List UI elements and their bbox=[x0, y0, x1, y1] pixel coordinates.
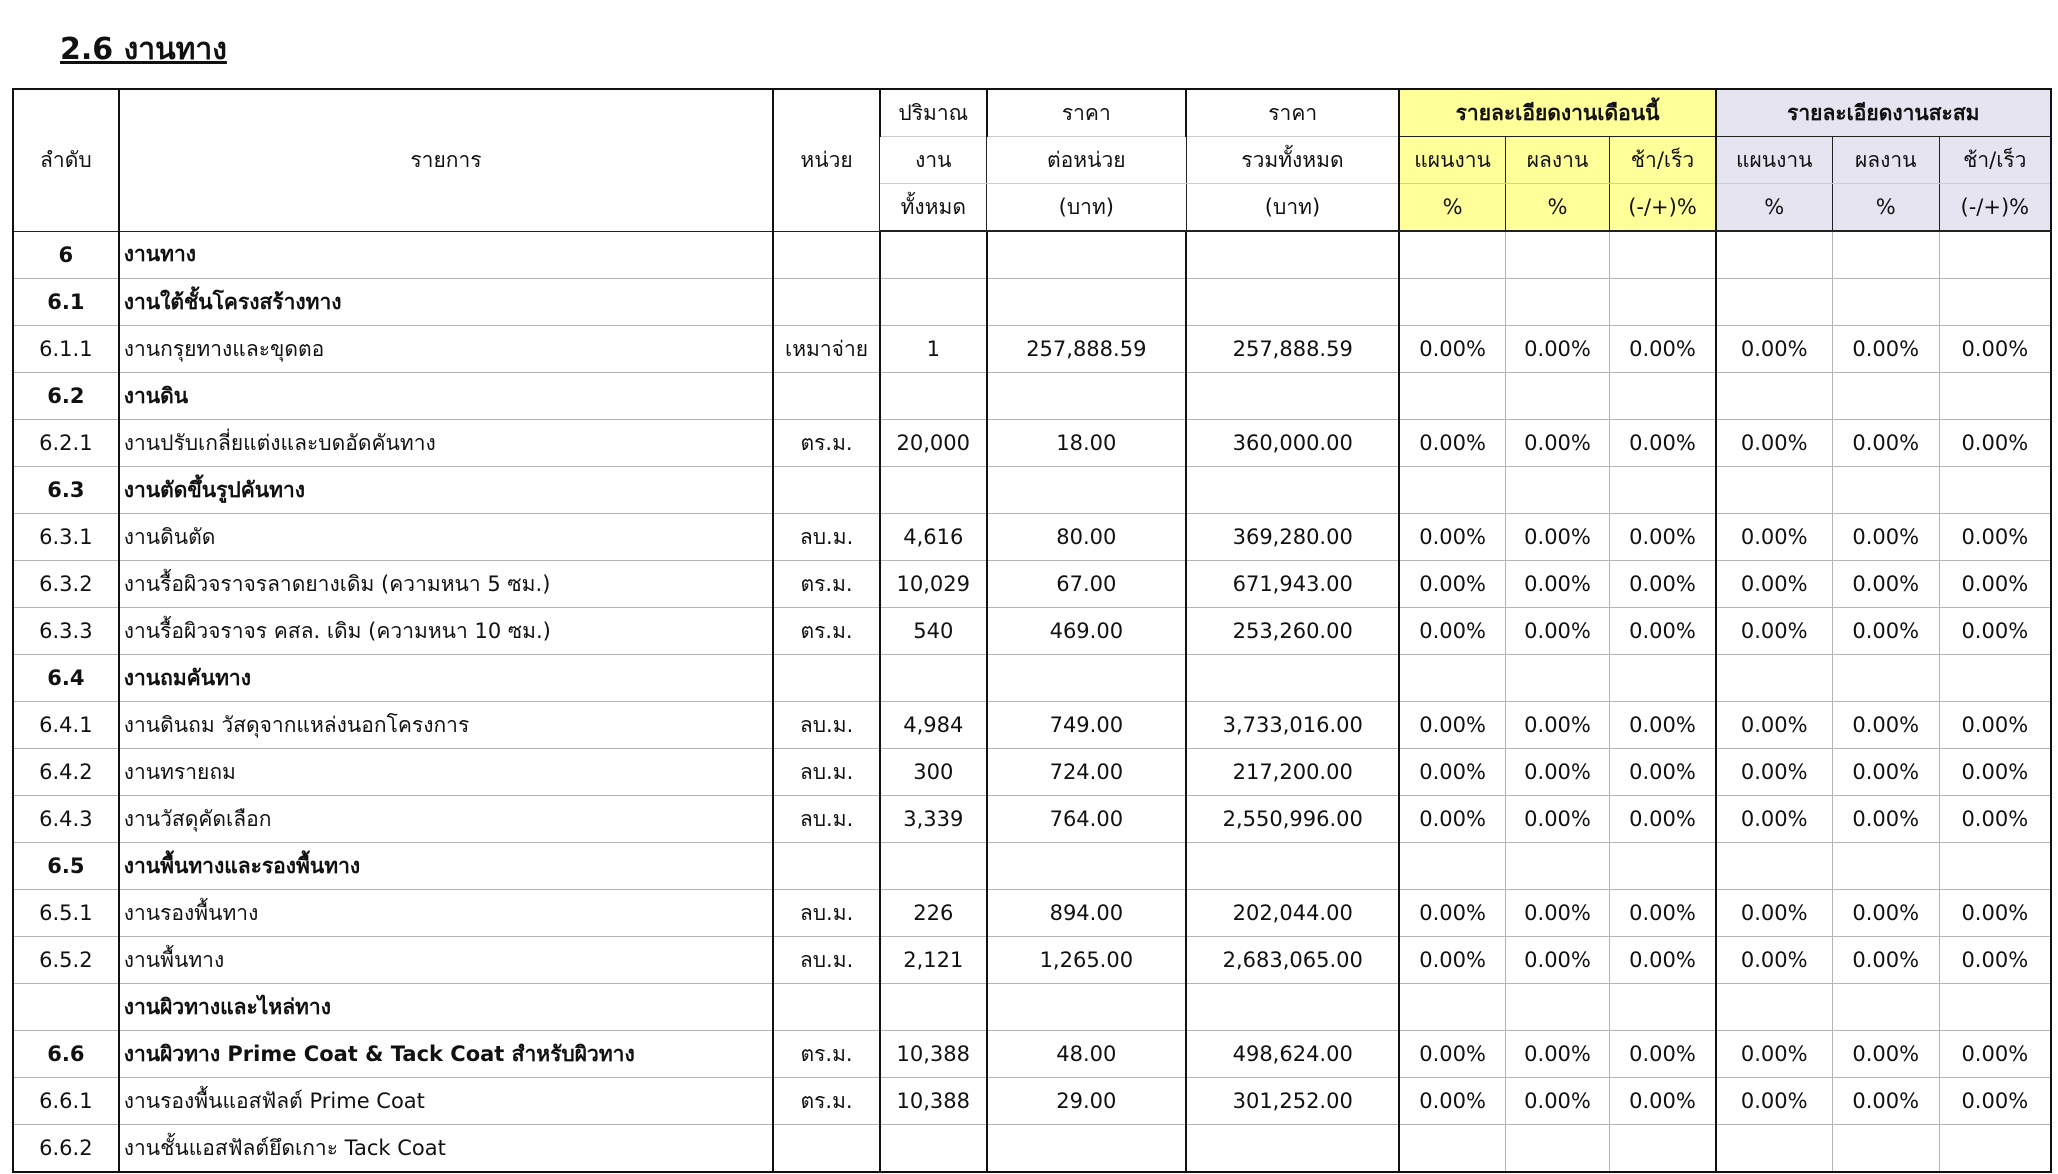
row-month-plan bbox=[1399, 231, 1505, 279]
row-cum-plan bbox=[1716, 467, 1833, 514]
row-quantity bbox=[880, 279, 987, 326]
row-unit-price: 67.00 bbox=[987, 561, 1186, 608]
row-description: งานปรับเกลี่ยแต่งและบดอัดคันทาง bbox=[119, 420, 773, 467]
row-month-diff: 0.00% bbox=[1610, 1031, 1716, 1078]
row-quantity bbox=[880, 984, 987, 1031]
row-month-diff bbox=[1610, 843, 1716, 890]
row-unit-price bbox=[987, 843, 1186, 890]
row-month-diff: 0.00% bbox=[1610, 1078, 1716, 1125]
row-unit-price: 1,265.00 bbox=[987, 937, 1186, 984]
header-cum-diff-unit: (-/+)% bbox=[1939, 184, 2051, 232]
row-description: งานทรายถม bbox=[119, 749, 773, 796]
row-month-result bbox=[1505, 655, 1610, 702]
table-row bbox=[13, 231, 2051, 279]
row-description: งานดิน bbox=[119, 373, 773, 420]
row-description: งานดินถม วัสดุจากแหล่งนอกโครงการ bbox=[119, 702, 773, 749]
row-month-diff bbox=[1610, 231, 1716, 279]
row-cum-diff bbox=[1939, 373, 2051, 420]
table-row bbox=[13, 373, 2051, 420]
row-total-price: 257,888.59 bbox=[1186, 326, 1399, 373]
row-cum-result: 0.00% bbox=[1832, 796, 1939, 843]
row-cum-diff: 0.00% bbox=[1939, 420, 2051, 467]
row-cum-result: 0.00% bbox=[1832, 326, 1939, 373]
row-unit bbox=[773, 1125, 880, 1173]
header-month-group: รายละเอียดงานเดือนนี้ bbox=[1399, 89, 1715, 137]
header-total-price-line3: (บาท) bbox=[1186, 184, 1399, 232]
row-seq: 6.1.1 bbox=[13, 326, 119, 373]
row-total-price bbox=[1186, 1125, 1399, 1173]
row-unit-price: 18.00 bbox=[987, 420, 1186, 467]
header-month-result: ผลงาน bbox=[1505, 137, 1610, 184]
table-row bbox=[13, 1078, 2051, 1125]
row-cum-result: 0.00% bbox=[1832, 608, 1939, 655]
row-total-price: 217,200.00 bbox=[1186, 749, 1399, 796]
row-quantity: 300 bbox=[880, 749, 987, 796]
table-row bbox=[13, 937, 2051, 984]
row-quantity: 1 bbox=[880, 326, 987, 373]
row-cum-result: 0.00% bbox=[1832, 1078, 1939, 1125]
row-cum-diff: 0.00% bbox=[1939, 1031, 2051, 1078]
row-cum-diff bbox=[1939, 843, 2051, 890]
row-total-price: 2,683,065.00 bbox=[1186, 937, 1399, 984]
table-row bbox=[13, 890, 2051, 937]
row-month-diff: 0.00% bbox=[1610, 514, 1716, 561]
row-month-result: 0.00% bbox=[1505, 608, 1610, 655]
header-month-plan-unit: % bbox=[1399, 184, 1505, 232]
header-month-diff-unit: (-/+)% bbox=[1610, 184, 1716, 232]
row-seq: 6.5.2 bbox=[13, 937, 119, 984]
row-cum-result: 0.00% bbox=[1832, 420, 1939, 467]
row-seq: 6.3.1 bbox=[13, 514, 119, 561]
row-month-result: 0.00% bbox=[1505, 514, 1610, 561]
row-quantity: 226 bbox=[880, 890, 987, 937]
header-qty-line2: งาน bbox=[880, 137, 987, 184]
table-row bbox=[13, 1031, 2051, 1078]
row-quantity: 10,388 bbox=[880, 1078, 987, 1125]
row-quantity: 4,616 bbox=[880, 514, 987, 561]
row-month-diff bbox=[1610, 279, 1716, 326]
row-unit-price bbox=[987, 279, 1186, 326]
row-quantity bbox=[880, 373, 987, 420]
row-seq: 6.3.2 bbox=[13, 561, 119, 608]
row-unit-price bbox=[987, 984, 1186, 1031]
row-cum-result: 0.00% bbox=[1832, 890, 1939, 937]
row-month-result: 0.00% bbox=[1505, 1031, 1610, 1078]
row-quantity: 2,121 bbox=[880, 937, 987, 984]
row-description: งานดินตัด bbox=[119, 514, 773, 561]
row-month-result bbox=[1505, 373, 1610, 420]
row-month-diff: 0.00% bbox=[1610, 890, 1716, 937]
header-qty-line1: ปริมาณ bbox=[880, 89, 987, 137]
row-month-plan: 0.00% bbox=[1399, 1078, 1505, 1125]
row-description: งานรองพื้นทาง bbox=[119, 890, 773, 937]
row-description: งานกรุยทางและขุดตอ bbox=[119, 326, 773, 373]
row-cum-result: 0.00% bbox=[1832, 561, 1939, 608]
row-month-result: 0.00% bbox=[1505, 796, 1610, 843]
row-cum-result: 0.00% bbox=[1832, 749, 1939, 796]
header-month-diff: ช้า/เร็ว bbox=[1610, 137, 1716, 184]
row-unit: ตร.ม. bbox=[773, 561, 880, 608]
table-row bbox=[13, 514, 2051, 561]
row-unit: ลบ.ม. bbox=[773, 749, 880, 796]
header-cum-plan-unit: % bbox=[1716, 184, 1833, 232]
row-seq: 6.5 bbox=[13, 843, 119, 890]
row-unit: ตร.ม. bbox=[773, 1031, 880, 1078]
row-total-price: 671,943.00 bbox=[1186, 561, 1399, 608]
header-seq: ลำดับ bbox=[13, 89, 119, 231]
row-total-price bbox=[1186, 984, 1399, 1031]
row-seq: 6.6.2 bbox=[13, 1125, 119, 1173]
row-cum-plan bbox=[1716, 373, 1833, 420]
row-unit-price bbox=[987, 655, 1186, 702]
row-month-result: 0.00% bbox=[1505, 702, 1610, 749]
row-description: งานพื้นทาง bbox=[119, 937, 773, 984]
row-unit: ลบ.ม. bbox=[773, 796, 880, 843]
row-cum-result: 0.00% bbox=[1832, 702, 1939, 749]
header-cum-result-unit: % bbox=[1832, 184, 1939, 232]
row-cum-diff: 0.00% bbox=[1939, 608, 2051, 655]
table-row bbox=[13, 279, 2051, 326]
row-cum-diff bbox=[1939, 984, 2051, 1031]
row-cum-diff: 0.00% bbox=[1939, 796, 2051, 843]
row-seq: 6.4.1 bbox=[13, 702, 119, 749]
row-month-plan: 0.00% bbox=[1399, 608, 1505, 655]
header-total-price-line2: รวมทั้งหมด bbox=[1186, 137, 1399, 184]
row-month-plan: 0.00% bbox=[1399, 420, 1505, 467]
header-cumulative-group: รายละเอียดงานสะสม bbox=[1716, 89, 2051, 137]
row-cum-diff bbox=[1939, 279, 2051, 326]
row-cum-plan: 0.00% bbox=[1716, 1031, 1833, 1078]
row-description: งานวัสดุคัดเลือก bbox=[119, 796, 773, 843]
row-month-result bbox=[1505, 984, 1610, 1031]
row-month-diff: 0.00% bbox=[1610, 937, 1716, 984]
row-total-price: 301,252.00 bbox=[1186, 1078, 1399, 1125]
header-cum-result: ผลงาน bbox=[1832, 137, 1939, 184]
row-unit: ลบ.ม. bbox=[773, 514, 880, 561]
row-cum-plan: 0.00% bbox=[1716, 796, 1833, 843]
row-quantity bbox=[880, 231, 987, 279]
row-cum-result bbox=[1832, 1125, 1939, 1173]
header-description: รายการ bbox=[119, 89, 773, 231]
row-cum-diff: 0.00% bbox=[1939, 890, 2051, 937]
row-cum-plan bbox=[1716, 231, 1833, 279]
row-total-price bbox=[1186, 655, 1399, 702]
row-cum-result: 0.00% bbox=[1832, 937, 1939, 984]
row-unit-price bbox=[987, 1125, 1186, 1173]
row-cum-plan: 0.00% bbox=[1716, 326, 1833, 373]
table-row bbox=[13, 561, 2051, 608]
row-unit-price: 749.00 bbox=[987, 702, 1186, 749]
row-seq bbox=[13, 984, 119, 1031]
row-cum-result: 0.00% bbox=[1832, 1031, 1939, 1078]
row-month-diff: 0.00% bbox=[1610, 702, 1716, 749]
row-month-result bbox=[1505, 843, 1610, 890]
row-cum-plan: 0.00% bbox=[1716, 937, 1833, 984]
row-month-result: 0.00% bbox=[1505, 890, 1610, 937]
row-month-plan: 0.00% bbox=[1399, 796, 1505, 843]
row-month-diff: 0.00% bbox=[1610, 749, 1716, 796]
row-total-price: 202,044.00 bbox=[1186, 890, 1399, 937]
table-row bbox=[13, 608, 2051, 655]
row-unit: ลบ.ม. bbox=[773, 937, 880, 984]
row-seq: 6.6.1 bbox=[13, 1078, 119, 1125]
row-cum-plan bbox=[1716, 655, 1833, 702]
row-cum-result bbox=[1832, 373, 1939, 420]
row-month-diff: 0.00% bbox=[1610, 796, 1716, 843]
row-description: งานผิวทางและไหล่ทาง bbox=[119, 984, 773, 1031]
row-description: งานผิวทาง Prime Coat & Tack Coat สำหรับผิวทาง bbox=[119, 1031, 773, 1078]
table-row bbox=[13, 655, 2051, 702]
row-month-plan: 0.00% bbox=[1399, 890, 1505, 937]
header-month-result-unit: % bbox=[1505, 184, 1610, 232]
row-month-diff bbox=[1610, 984, 1716, 1031]
row-cum-result bbox=[1832, 279, 1939, 326]
row-cum-result bbox=[1832, 655, 1939, 702]
table-row bbox=[13, 1125, 2051, 1173]
row-seq: 6.3.3 bbox=[13, 608, 119, 655]
row-month-plan: 0.00% bbox=[1399, 514, 1505, 561]
row-quantity bbox=[880, 843, 987, 890]
row-total-price bbox=[1186, 279, 1399, 326]
row-month-result: 0.00% bbox=[1505, 420, 1610, 467]
row-cum-diff: 0.00% bbox=[1939, 326, 2051, 373]
row-seq: 6.4.3 bbox=[13, 796, 119, 843]
table-row bbox=[13, 326, 2051, 373]
row-quantity: 20,000 bbox=[880, 420, 987, 467]
row-seq: 6.3 bbox=[13, 467, 119, 514]
row-cum-plan bbox=[1716, 1125, 1833, 1173]
row-month-plan: 0.00% bbox=[1399, 702, 1505, 749]
row-unit bbox=[773, 984, 880, 1031]
row-seq: 6 bbox=[13, 231, 119, 279]
row-month-plan bbox=[1399, 843, 1505, 890]
row-month-plan bbox=[1399, 279, 1505, 326]
row-unit bbox=[773, 843, 880, 890]
row-month-result bbox=[1505, 279, 1610, 326]
table-row bbox=[13, 702, 2051, 749]
row-total-price: 2,550,996.00 bbox=[1186, 796, 1399, 843]
row-total-price: 498,624.00 bbox=[1186, 1031, 1399, 1078]
row-unit-price bbox=[987, 231, 1186, 279]
row-cum-result bbox=[1832, 231, 1939, 279]
table-row bbox=[13, 796, 2051, 843]
row-unit: ตร.ม. bbox=[773, 420, 880, 467]
row-quantity: 10,388 bbox=[880, 1031, 987, 1078]
header-cum-diff: ช้า/เร็ว bbox=[1939, 137, 2051, 184]
row-cum-plan: 0.00% bbox=[1716, 561, 1833, 608]
row-unit-price: 764.00 bbox=[987, 796, 1186, 843]
row-cum-plan: 0.00% bbox=[1716, 420, 1833, 467]
row-month-plan: 0.00% bbox=[1399, 326, 1505, 373]
row-cum-plan bbox=[1716, 843, 1833, 890]
row-total-price: 253,260.00 bbox=[1186, 608, 1399, 655]
row-cum-diff: 0.00% bbox=[1939, 937, 2051, 984]
table-body bbox=[13, 231, 2051, 1172]
header-month-plan: แผนงาน bbox=[1399, 137, 1505, 184]
row-month-plan: 0.00% bbox=[1399, 1031, 1505, 1078]
row-unit-price: 257,888.59 bbox=[987, 326, 1186, 373]
row-description: งานใต้ชั้นโครงสร้างทาง bbox=[119, 279, 773, 326]
header-unit-price-line1: ราคา bbox=[987, 89, 1186, 137]
row-unit: ตร.ม. bbox=[773, 608, 880, 655]
table-row bbox=[13, 984, 2051, 1031]
row-seq: 6.6 bbox=[13, 1031, 119, 1078]
row-month-plan bbox=[1399, 984, 1505, 1031]
row-quantity: 3,339 bbox=[880, 796, 987, 843]
table-row bbox=[13, 467, 2051, 514]
row-total-price bbox=[1186, 843, 1399, 890]
progress-table bbox=[12, 88, 2052, 1173]
row-month-diff bbox=[1610, 1125, 1716, 1173]
row-unit bbox=[773, 467, 880, 514]
row-cum-diff bbox=[1939, 231, 2051, 279]
row-quantity bbox=[880, 655, 987, 702]
row-description: งานชั้นแอสฟัลต์ยึดเกาะ Tack Coat bbox=[119, 1125, 773, 1173]
row-month-result: 0.00% bbox=[1505, 749, 1610, 796]
row-cum-diff: 0.00% bbox=[1939, 702, 2051, 749]
row-cum-diff bbox=[1939, 467, 2051, 514]
row-unit-price bbox=[987, 467, 1186, 514]
row-month-diff: 0.00% bbox=[1610, 326, 1716, 373]
row-seq: 6.1 bbox=[13, 279, 119, 326]
row-description: งานตัดขึ้นรูปคันทาง bbox=[119, 467, 773, 514]
row-description: งานรื้อผิวจราจรลาดยางเดิม (ความหนา 5 ซม.) bbox=[119, 561, 773, 608]
row-quantity bbox=[880, 1125, 987, 1173]
row-unit-price: 48.00 bbox=[987, 1031, 1186, 1078]
header-unit-price-line3: (บาท) bbox=[987, 184, 1186, 232]
row-unit-price bbox=[987, 373, 1186, 420]
header-total-price-line1: ราคา bbox=[1186, 89, 1399, 137]
row-unit bbox=[773, 231, 880, 279]
table-row bbox=[13, 843, 2051, 890]
row-unit: ลบ.ม. bbox=[773, 702, 880, 749]
row-month-result: 0.00% bbox=[1505, 937, 1610, 984]
row-description: งานรื้อผิวจราจร คสล. เดิม (ความหนา 10 ซม.) bbox=[119, 608, 773, 655]
row-seq: 6.4.2 bbox=[13, 749, 119, 796]
row-cum-plan bbox=[1716, 279, 1833, 326]
row-cum-diff: 0.00% bbox=[1939, 1078, 2051, 1125]
row-month-result: 0.00% bbox=[1505, 326, 1610, 373]
row-cum-diff bbox=[1939, 655, 2051, 702]
row-cum-plan: 0.00% bbox=[1716, 749, 1833, 796]
row-cum-result bbox=[1832, 843, 1939, 890]
row-description: งานถมคันทาง bbox=[119, 655, 773, 702]
row-seq: 6.4 bbox=[13, 655, 119, 702]
row-quantity: 4,984 bbox=[880, 702, 987, 749]
row-unit-price: 80.00 bbox=[987, 514, 1186, 561]
row-month-plan bbox=[1399, 373, 1505, 420]
row-month-diff bbox=[1610, 655, 1716, 702]
row-total-price bbox=[1186, 467, 1399, 514]
row-cum-diff: 0.00% bbox=[1939, 561, 2051, 608]
header-unit: หน่วย bbox=[773, 89, 880, 231]
row-quantity: 10,029 bbox=[880, 561, 987, 608]
row-unit: ตร.ม. bbox=[773, 1078, 880, 1125]
row-month-plan: 0.00% bbox=[1399, 749, 1505, 796]
row-month-diff: 0.00% bbox=[1610, 561, 1716, 608]
row-total-price bbox=[1186, 231, 1399, 279]
row-month-plan: 0.00% bbox=[1399, 561, 1505, 608]
row-cum-plan: 0.00% bbox=[1716, 608, 1833, 655]
row-cum-diff: 0.00% bbox=[1939, 749, 2051, 796]
row-cum-result: 0.00% bbox=[1832, 514, 1939, 561]
row-total-price: 360,000.00 bbox=[1186, 420, 1399, 467]
header-unit-price-line2: ต่อหน่วย bbox=[987, 137, 1186, 184]
row-total-price: 3,733,016.00 bbox=[1186, 702, 1399, 749]
row-month-result: 0.00% bbox=[1505, 561, 1610, 608]
row-month-result bbox=[1505, 231, 1610, 279]
row-description: งานพื้นทางและรองพื้นทาง bbox=[119, 843, 773, 890]
row-seq: 6.2 bbox=[13, 373, 119, 420]
row-month-diff bbox=[1610, 467, 1716, 514]
row-month-diff bbox=[1610, 373, 1716, 420]
row-month-plan bbox=[1399, 1125, 1505, 1173]
row-cum-plan: 0.00% bbox=[1716, 702, 1833, 749]
table-row bbox=[13, 420, 2051, 467]
row-quantity: 540 bbox=[880, 608, 987, 655]
row-cum-diff: 0.00% bbox=[1939, 514, 2051, 561]
row-cum-diff bbox=[1939, 1125, 2051, 1173]
row-description: งานรองพื้นแอสฟัลต์ Prime Coat bbox=[119, 1078, 773, 1125]
row-month-diff: 0.00% bbox=[1610, 420, 1716, 467]
row-total-price bbox=[1186, 373, 1399, 420]
row-unit: เหมาจ่าย bbox=[773, 326, 880, 373]
row-unit bbox=[773, 279, 880, 326]
row-month-diff: 0.00% bbox=[1610, 608, 1716, 655]
row-total-price: 369,280.00 bbox=[1186, 514, 1399, 561]
row-unit-price: 29.00 bbox=[987, 1078, 1186, 1125]
page-title: 2.6 งานทาง bbox=[60, 32, 227, 67]
row-month-result bbox=[1505, 1125, 1610, 1173]
row-description: งานทาง bbox=[119, 231, 773, 279]
row-cum-plan: 0.00% bbox=[1716, 514, 1833, 561]
row-seq: 6.2.1 bbox=[13, 420, 119, 467]
row-unit-price: 469.00 bbox=[987, 608, 1186, 655]
row-cum-plan: 0.00% bbox=[1716, 1078, 1833, 1125]
row-seq: 6.5.1 bbox=[13, 890, 119, 937]
header-cum-plan: แผนงาน bbox=[1716, 137, 1833, 184]
row-cum-result bbox=[1832, 467, 1939, 514]
row-month-result bbox=[1505, 467, 1610, 514]
table-row bbox=[13, 749, 2051, 796]
row-month-plan bbox=[1399, 655, 1505, 702]
row-month-result: 0.00% bbox=[1505, 1078, 1610, 1125]
row-unit bbox=[773, 373, 880, 420]
row-quantity bbox=[880, 467, 987, 514]
row-cum-plan bbox=[1716, 984, 1833, 1031]
row-cum-result bbox=[1832, 984, 1939, 1031]
row-unit bbox=[773, 655, 880, 702]
row-cum-plan: 0.00% bbox=[1716, 890, 1833, 937]
row-unit-price: 894.00 bbox=[987, 890, 1186, 937]
header-qty-line3: ทั้งหมด bbox=[880, 184, 987, 232]
row-month-plan bbox=[1399, 467, 1505, 514]
row-unit-price: 724.00 bbox=[987, 749, 1186, 796]
row-month-plan: 0.00% bbox=[1399, 937, 1505, 984]
row-unit: ลบ.ม. bbox=[773, 890, 880, 937]
